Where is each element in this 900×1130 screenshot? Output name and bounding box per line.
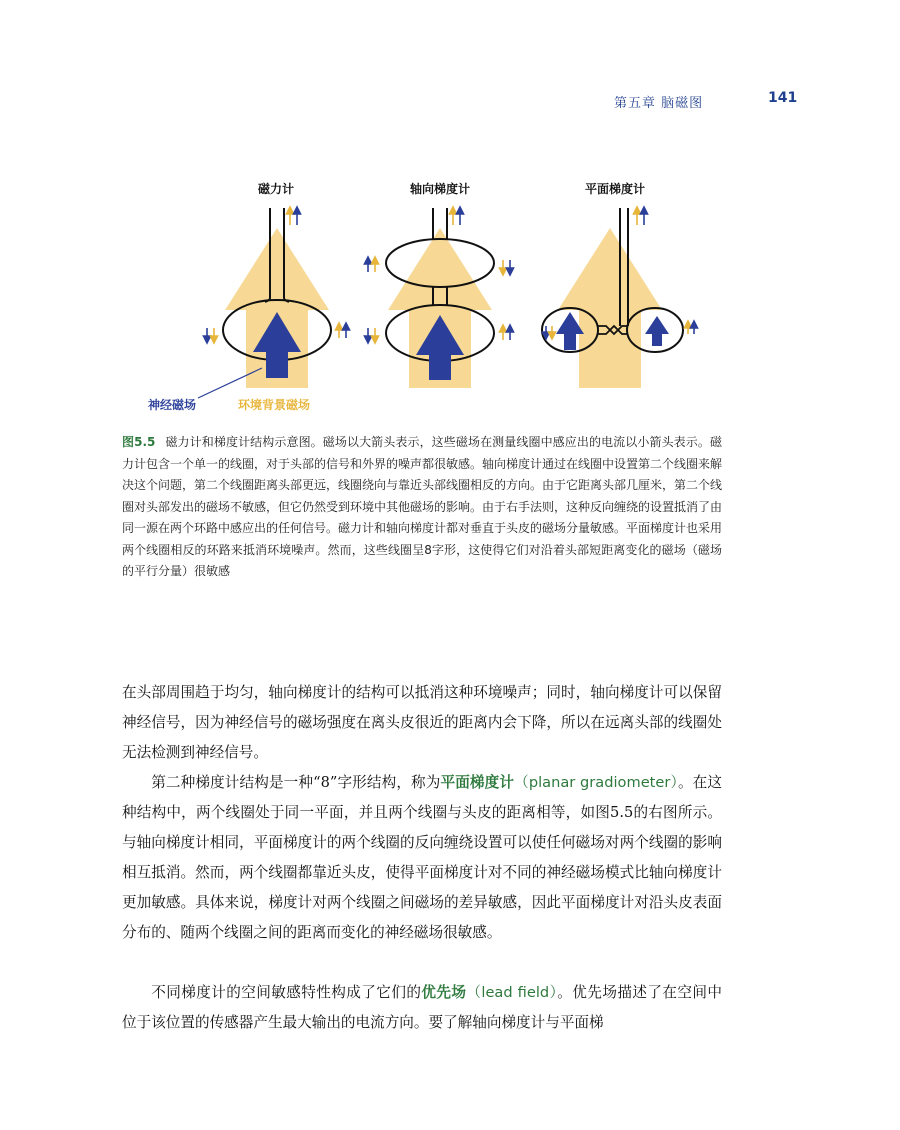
para3-text-after: 。优先场描述了在空间中位于该位置的传感器产生最大输出的电流方向。要了解轴向梯度计与平面梯 [122,984,722,1031]
panel-title-planar-gradiometer: 平面梯度计 [584,182,645,196]
para3-text-before: 不同梯度计的空间敏感特性构成了它们的 [151,984,422,1001]
body-paragraph-3 [122,978,722,1038]
caption-text: 磁力计和梯度计结构示意图。磁场以大箭头表示，这些磁场在测量线圈中感应出的电流以小箭头表示。磁力计包含一个单一的线圈，对于头部的信号和外界的噪声都很敏感。轴向梯度计通过在线圈中设置第二个线圈来解决这个问题，第二个线圈距离头部更远，线圈绕向与靠近头部线圈相反的方向。由于它距离头部几厘米，第二个线圈对头部发出的磁场不敏感，但它仍然受到环境中其他磁场的影响。由于右手法则，这种反向缠绕的设置抵消了由同一源在两个环路中感应出的任何信号。磁力计和轴向梯度计都对垂直于头皮的磁场分量敏感。平面梯度计也采用两个线圈相反的环路来抵消环境噪声。然而，这些线圈呈8字形，这使得它们对沿着头部短距离变化的磁场（磁场的平行分量）很敏感 [122,435,723,578]
neural-field-arrow-right [645,316,669,346]
figure-caption [122,432,722,583]
term-lead-field-en: （lead field） [466,984,558,1001]
body-paragraph-1: 在头部周围趋于均匀，轴向梯度计的结构可以抵消这种环境噪声；同时，轴向梯度计可以保留神经信号，因为神经信号的磁场强度在离头皮很近的距离内会下降，所以在远离头部的线圈处无法检测到神经信号。 [122,684,722,761]
legend-neural-field: 神经磁场 [148,398,197,412]
planar-gradiometer-panel [542,208,694,388]
para2-text-after: 。在这种结构中，两个线圈处于同一平面，并且两个线圈与头皮的距离相等，如图5.5的右图所示。与轴向梯度计相同，平面梯度计的两个线圈的反向缠绕设置可以使任何磁场对两个线圈的影响相互抵消。然而，两个线圈都靠近头皮，使得平面梯度计对不同的神经磁场模式比轴向梯度计更加敏感。具体来说，梯度计对两个线圈之间磁场的差异敏感，因此平面梯度计对沿头皮表面分布的、随两个线圈之间的距离而变化的神经磁场很敏感。 [122,774,722,941]
magnetometer-panel [198,208,346,398]
axial-gradiometer-panel [368,208,510,388]
panel-title-axial-gradiometer: 轴向梯度计 [409,182,470,196]
panel-title-magnetometer: 磁力计 [257,182,294,196]
para2-text-before: 第二种梯度计结构是一种“8”字形结构，称为 [151,774,441,791]
term-planar-gradiometer-en: （planar gradiometer） [514,774,678,791]
gradiometer-figure [0,0,900,420]
term-lead-field: 优先场 [421,984,467,1001]
legend-environment-field: 环境背景磁场 [238,398,311,412]
term-planar-gradiometer: 平面梯度计 [440,774,515,791]
running-header-chapter: 第五章 脑磁图 [614,96,704,111]
figure-number: 图5.5 [122,435,156,449]
body-paragraph-2 [122,768,722,948]
page-number: 141 [768,90,798,106]
